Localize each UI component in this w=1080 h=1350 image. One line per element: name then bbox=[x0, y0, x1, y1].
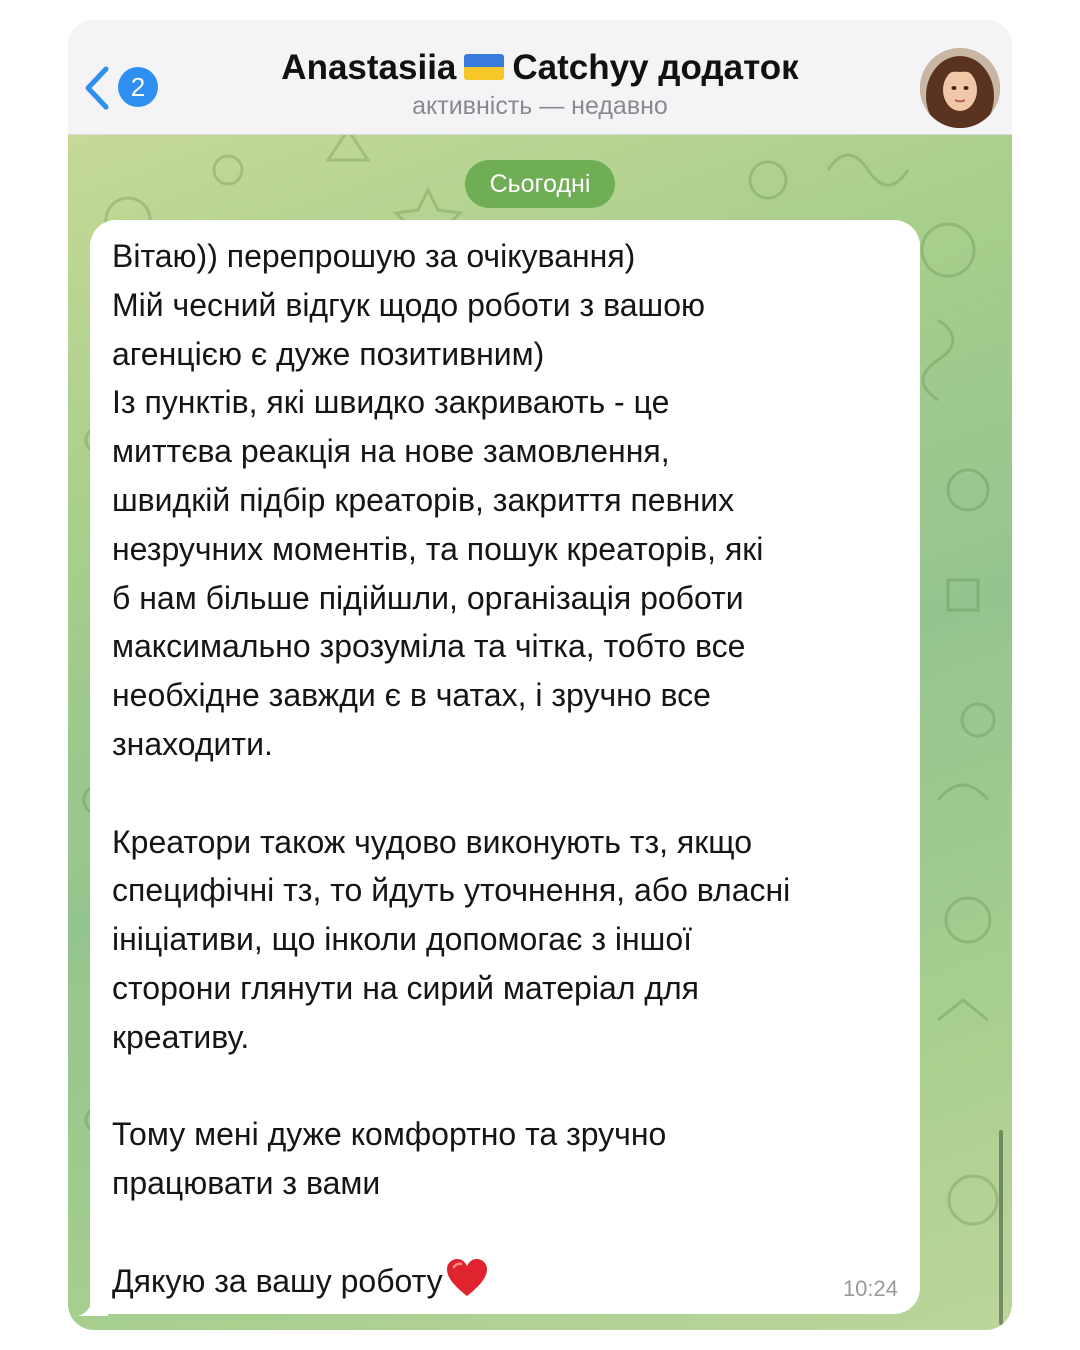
back-button[interactable] bbox=[82, 60, 122, 116]
contact-name: Anastasiia bbox=[281, 48, 457, 87]
chevron-left-icon bbox=[82, 65, 112, 111]
date-separator: Сьогодні bbox=[465, 160, 615, 208]
last-seen-status: активність — недавно bbox=[412, 92, 668, 120]
message-bubble[interactable] bbox=[90, 220, 920, 1314]
scrollbar[interactable] bbox=[999, 1130, 1003, 1325]
heart-icon bbox=[445, 1258, 489, 1298]
avatar-portrait bbox=[920, 48, 1000, 128]
message-body: Вітаю)) перепрошую за очікування) Мій чесний відгук щодо роботи з вашою агенцією є дуже позитивним) Із пунктів, які швидко закривають - це миттєва реакція на нове замовлення, швидкій підбір креаторів, закриття певних незручних моментів, та пошук креаторів, які б нам більше підійшли, організація роботи максимально зрозуміла та чітка, тобто все необхідне завжди є в чатах, і зручно все знаходити. Креатори також чудово виконують тз, якщо специфічні тз, то йдуть уточнення, або власні ініціативи, що інколи допомогає з іншої сторони глянути на сирий матеріал для креативу. Тому мені дуже комфортно та зручно працювати з вами Дякую за вашу роботу bbox=[112, 238, 791, 1299]
message-time: 10:24 bbox=[842, 1276, 898, 1301]
message-text bbox=[112, 232, 912, 1306]
chat-title[interactable] bbox=[208, 48, 872, 88]
chat-window bbox=[68, 20, 1012, 1330]
avatar[interactable] bbox=[920, 48, 1000, 128]
unread-count-badge[interactable]: 2 bbox=[118, 67, 158, 107]
chat-title-suffix: Catchyy додаток bbox=[512, 48, 799, 87]
chat-header bbox=[68, 20, 1012, 135]
ukraine-flag-icon bbox=[464, 54, 504, 80]
